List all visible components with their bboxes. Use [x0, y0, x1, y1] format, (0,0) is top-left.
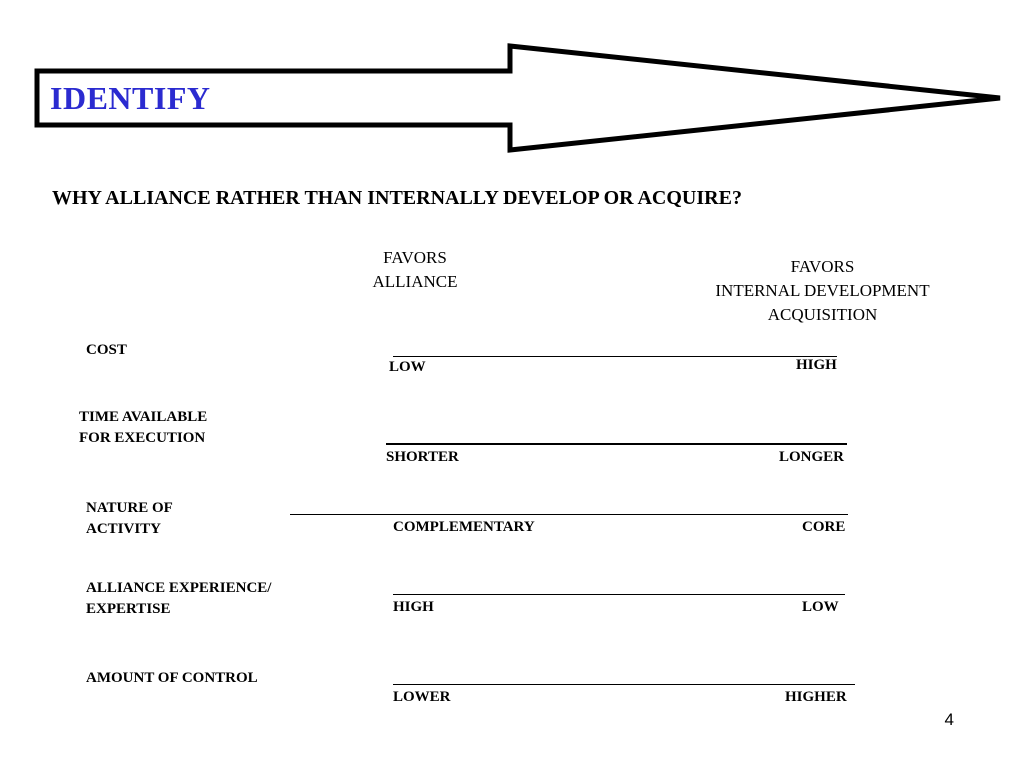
control-higher-label: HIGHER — [785, 689, 847, 705]
nature-scale-line — [290, 514, 848, 515]
header-favors-alliance — [340, 246, 490, 294]
slide-question: WHY ALLIANCE RATHER THAN INTERNALLY DEVELOP OR ACQUIRE? — [52, 187, 742, 209]
time-longer-label: LONGER — [779, 449, 845, 465]
nature-core-label: CORE — [802, 519, 846, 535]
experience-scale-line — [393, 594, 845, 595]
experience-low-label: LOW — [802, 599, 839, 615]
control-lower-label: LOWER — [393, 689, 451, 705]
header-alliance-line-1: FAVORS — [383, 248, 447, 267]
control-scale-line — [393, 684, 855, 685]
header-alliance-line-2: ALLIANCE — [372, 272, 458, 291]
factor-nature-label-line-2: ACTIVITY — [86, 521, 162, 537]
cost-low-label: LOW — [389, 359, 426, 375]
factor-experience-label — [86, 578, 271, 620]
nature-complementary-label: COMPLEMENTARY — [393, 519, 535, 535]
factor-control-label — [86, 668, 258, 689]
factor-control-label-line: AMOUNT OF CONTROL — [86, 670, 258, 686]
experience-high-label: HIGH — [393, 599, 434, 615]
cost-scale-line — [393, 356, 837, 357]
factor-cost-label — [86, 340, 127, 361]
slide-title: IDENTIFY — [50, 80, 211, 116]
header-favors-internal — [680, 255, 965, 327]
factor-time-label — [79, 407, 207, 449]
time-scale-line — [386, 443, 847, 445]
factor-experience-label-line-2: EXPERTISE — [86, 601, 171, 617]
header-internal-line-2: INTERNAL DEVELOPMENT — [715, 281, 930, 300]
cost-high-label: HIGH — [796, 357, 837, 373]
factor-nature-label — [86, 498, 173, 540]
page-number: 4 — [944, 710, 954, 729]
time-shorter-label: SHORTER — [386, 449, 459, 465]
factor-cost-label-line: COST — [86, 342, 127, 358]
header-internal-line-1: FAVORS — [790, 257, 855, 276]
factor-time-label-line-1: TIME AVAILABLE — [79, 409, 208, 425]
header-internal-line-3: ACQUISITION — [767, 305, 878, 324]
factor-nature-label-line-1: NATURE OF — [86, 500, 173, 516]
factor-experience-label-line-1: ALLIANCE EXPERIENCE/ — [86, 580, 272, 596]
factor-time-label-line-2: FOR EXECUTION — [79, 430, 206, 446]
